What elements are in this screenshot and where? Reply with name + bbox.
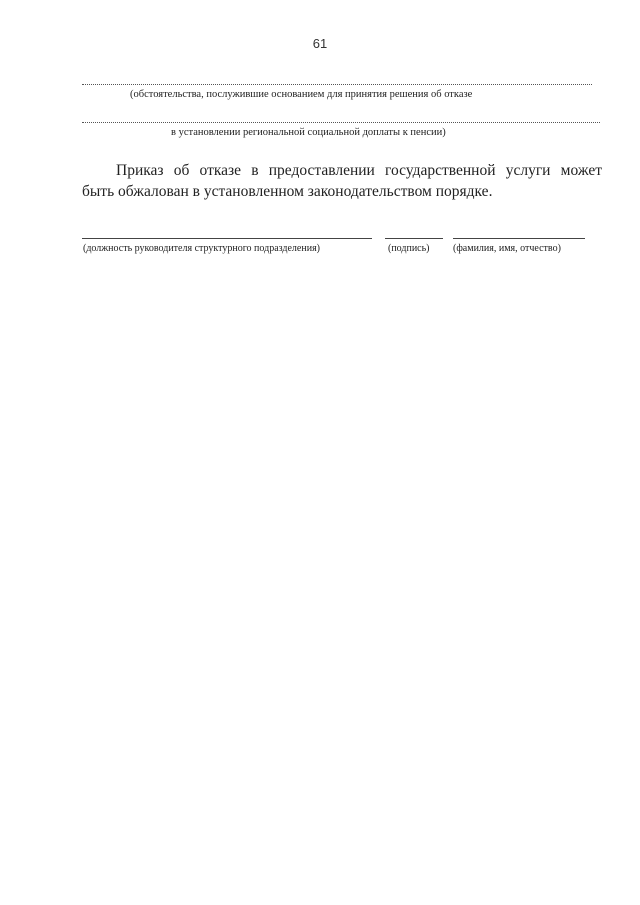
appeal-notice-paragraph — [82, 160, 602, 202]
reason-caption-line-1: (обстоятельства, послужившие основанием для принятия решения об отказе — [130, 89, 473, 100]
position-signature-line — [82, 238, 372, 239]
full-name-caption: (фамилия, имя, отчество) — [453, 243, 561, 254]
page-number: 61 — [312, 36, 328, 51]
appeal-notice-line-1: Приказ об отказе в предоставлении государственной услуги может — [116, 162, 602, 179]
reason-caption-line-2: в установлении региональной социальной доплаты к пенсии) — [171, 127, 446, 138]
blank-line-reason-2 — [82, 122, 600, 123]
signature-line — [385, 238, 443, 239]
blank-line-reason-1 — [82, 84, 592, 85]
signature-caption: (подпись) — [388, 243, 430, 254]
full-name-signature-line — [453, 238, 585, 239]
position-caption: (должность руководителя структурного подразделения) — [83, 243, 320, 254]
appeal-notice-line-2: быть обжалован в установленном законодательством порядке. — [82, 183, 493, 200]
